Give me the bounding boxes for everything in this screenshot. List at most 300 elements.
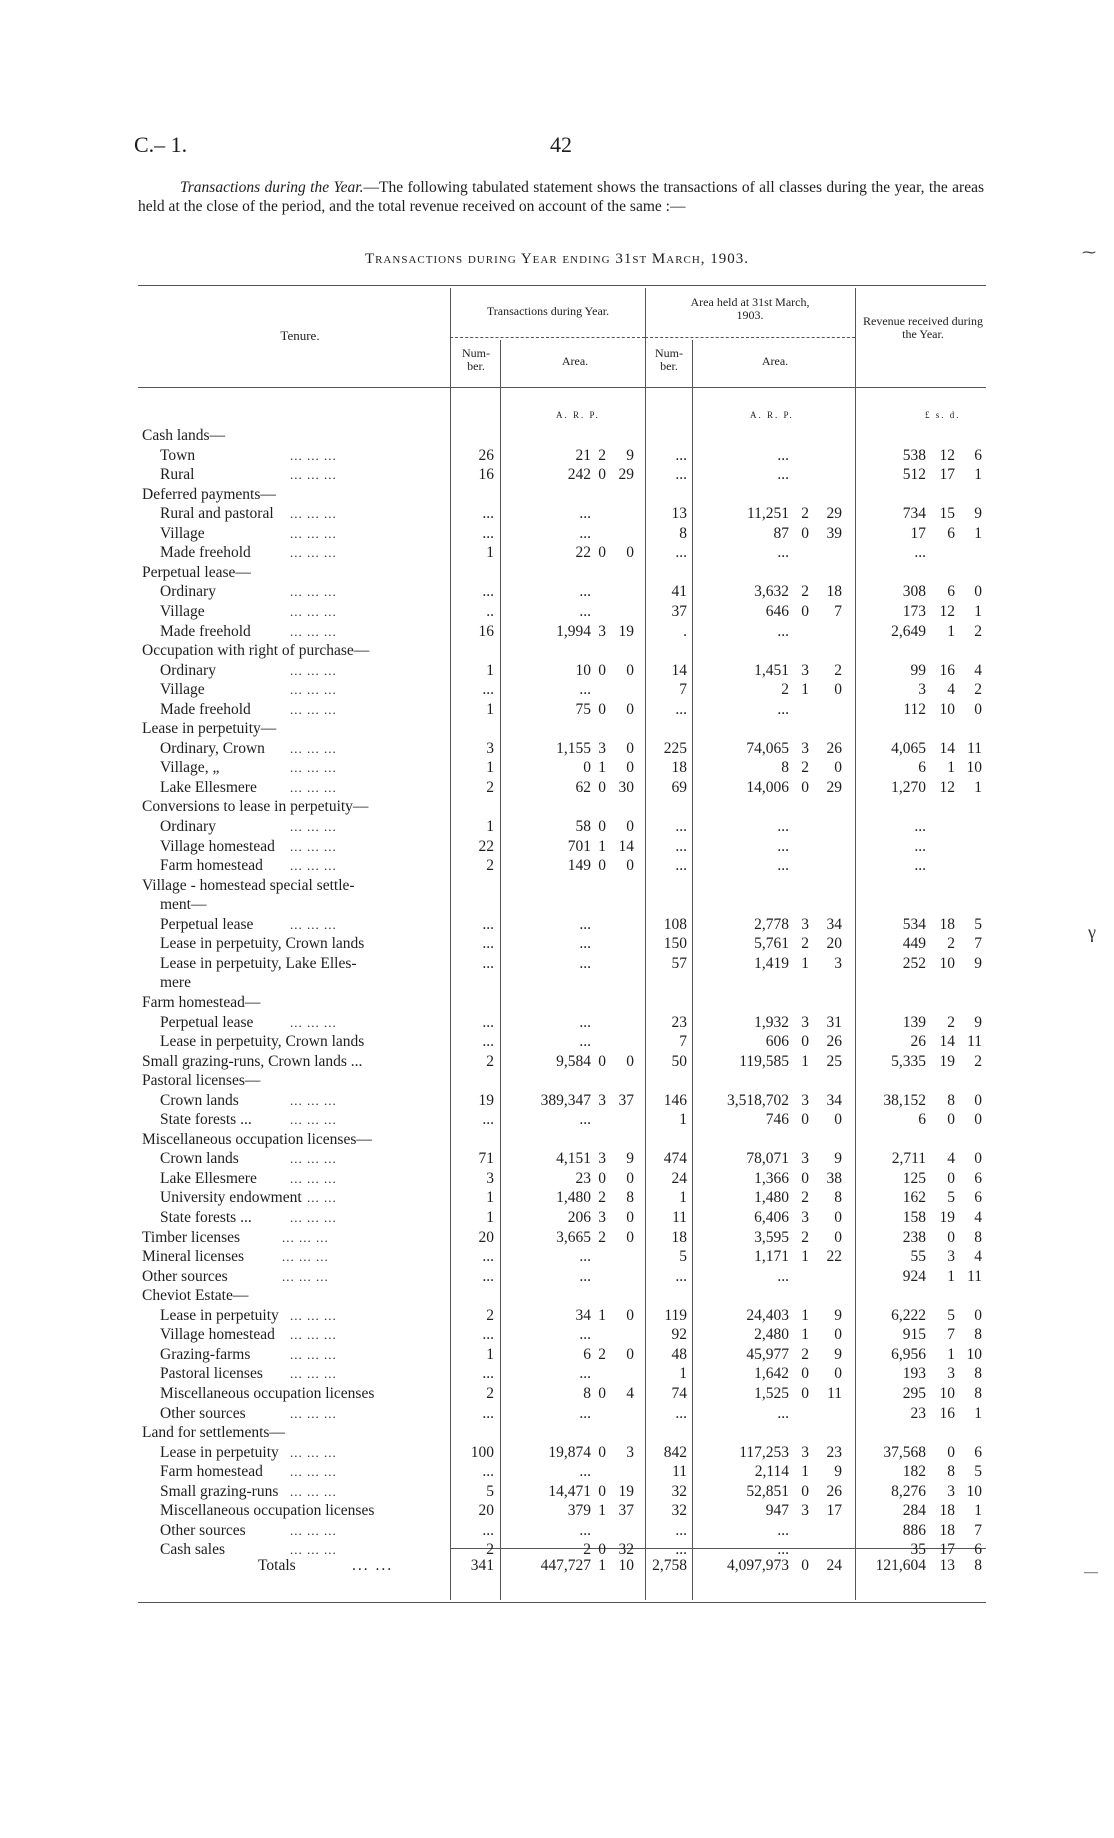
- cell-area1-0: 4,151: [556, 1150, 591, 1168]
- cell-area2-1: 0: [801, 1111, 809, 1129]
- cell-number2: 74: [671, 1384, 687, 1402]
- cell-area2-0: 87: [773, 524, 789, 542]
- table-row: [0, 719, 1114, 739]
- margin-mark: —: [1084, 1565, 1098, 1580]
- cell-number2: ...: [675, 1521, 687, 1539]
- cell-number1: 1: [486, 759, 494, 777]
- cell-number1: 71: [478, 1150, 494, 1168]
- cell-area2-1: 1: [801, 954, 809, 972]
- cell-area2-0: 947: [765, 1502, 789, 1520]
- cell-area2-2: 0: [834, 1209, 842, 1226]
- cell-revenue-2: 5: [974, 915, 982, 933]
- table-row: [0, 1404, 1114, 1424]
- cell-revenue-2: 8: [974, 1326, 982, 1344]
- cell-area1-2: 0: [626, 1052, 634, 1070]
- cell-revenue-1: 0: [947, 1443, 955, 1461]
- cell-area2-1: 3: [801, 1013, 809, 1031]
- totals-n2: 2,758: [652, 1557, 687, 1574]
- cell-revenue-1: 0: [947, 1228, 955, 1246]
- cell-area1-0: 1,155: [556, 739, 591, 757]
- cell-number2: 1: [679, 1189, 687, 1207]
- cell-revenue-2: 6: [974, 1541, 982, 1559]
- intro-italic: Transactions during the Year.: [180, 179, 364, 196]
- cell-area1-0: ...: [579, 954, 591, 972]
- table-row: [0, 758, 1114, 778]
- cell-area2-0: 2,480: [754, 1326, 789, 1344]
- cell-number2: 1: [679, 1365, 687, 1383]
- header-area-held: Area held at 31st March, 1903.: [690, 295, 810, 322]
- leader-dots: ... ... ...: [290, 1151, 337, 1167]
- cell-area1-0: ...: [579, 1521, 591, 1539]
- cell-area1-1: 3: [598, 622, 606, 640]
- row-label: Grazing-farms: [160, 1345, 251, 1363]
- leader-dots: ... ... ...: [282, 1249, 329, 1265]
- cell-number1: 20: [478, 1228, 494, 1246]
- cell-number2: 11: [672, 1463, 687, 1481]
- row-label: Farm homestead: [160, 1463, 263, 1481]
- cell-area1-0: 6: [583, 1345, 591, 1363]
- row-label: Village homestead: [160, 1326, 275, 1344]
- table-bottom-rule: [138, 1602, 986, 1603]
- cell-area1-0: 149: [567, 857, 591, 875]
- row-label: Made freehold: [160, 700, 251, 718]
- row-label: Mineral licenses: [142, 1248, 245, 1266]
- cell-area1-1: 3: [598, 1209, 606, 1226]
- row-label: Land for settlements—: [142, 1424, 285, 1442]
- leader-dots: ... ... ...: [290, 1092, 337, 1108]
- leader-dots: ... ... ...: [290, 1170, 337, 1186]
- cell-number2: 50: [671, 1052, 687, 1070]
- cell-area2-0: 1,932: [754, 1013, 789, 1031]
- cell-number2: 14: [671, 661, 687, 679]
- row-label: ment—: [160, 896, 207, 914]
- cell-revenue-1: 3: [947, 1482, 955, 1500]
- cell-revenue-2: 1: [974, 778, 982, 796]
- cell-revenue-2: 8: [974, 1384, 982, 1402]
- cell-area1-0: 701: [567, 837, 591, 855]
- table-row: [0, 1247, 1114, 1267]
- row-label: Other sources: [160, 1521, 246, 1539]
- page-number: 42: [550, 132, 572, 157]
- cell-area2-0: 78,071: [746, 1150, 789, 1168]
- cell-revenue-2: 10: [966, 1482, 982, 1500]
- leader-dots: ... ... ...: [290, 584, 337, 600]
- cell-area2-0: 1,366: [754, 1169, 789, 1187]
- cell-number2: 108: [663, 915, 687, 933]
- row-label: Rural: [160, 466, 195, 484]
- cell-revenue-2: 0: [974, 1306, 982, 1324]
- cell-area1-1: 3: [598, 739, 606, 757]
- cell-revenue-1: 2: [947, 1013, 955, 1031]
- cell-revenue-2: 4: [974, 1248, 982, 1266]
- cell-area2-2: 34: [826, 915, 842, 933]
- cell-number2: 41: [671, 583, 687, 601]
- leader-dots: ... ... ...: [290, 740, 337, 756]
- cell-area1-2: 0: [626, 1209, 634, 1226]
- leader-dots: ... ... ...: [282, 1229, 329, 1245]
- cell-revenue-1: 7: [947, 1326, 955, 1344]
- cell-revenue-1: 5: [947, 1189, 955, 1207]
- cell-area2-2: 31: [826, 1013, 842, 1031]
- cell-area2-2: 8: [834, 1189, 842, 1207]
- cell-revenue-0: 23: [910, 1404, 926, 1422]
- cell-revenue-2: 11: [967, 739, 982, 757]
- cell-revenue-1: 10: [939, 700, 955, 718]
- cell-revenue-2: 1: [974, 524, 982, 542]
- intro-paragraph: [138, 178, 984, 216]
- table-row: [0, 1013, 1114, 1033]
- table-row: [0, 426, 1114, 446]
- cell-revenue-2: 10: [966, 759, 982, 777]
- cell-area2-1: 2: [801, 935, 809, 953]
- row-label: Lease in perpetuity: [160, 1443, 279, 1461]
- cell-revenue-1: 8: [947, 1463, 955, 1481]
- cell-revenue-1: 2: [947, 935, 955, 953]
- cell-number1: ...: [482, 1404, 494, 1422]
- table-row: [0, 680, 1114, 700]
- cell-area1-1: 3: [598, 1091, 606, 1109]
- cell-revenue-0: 238: [902, 1228, 926, 1246]
- cell-revenue-1: 14: [939, 1033, 955, 1051]
- cell-revenue-2: 6: [974, 446, 982, 464]
- cell-revenue-1: 19: [939, 1052, 955, 1070]
- cell-revenue-1: 1: [947, 622, 955, 640]
- cell-revenue-0: 6,956: [891, 1345, 926, 1363]
- cell-area2-0: 74,065: [746, 739, 789, 757]
- cell-area2-1: 1: [801, 681, 809, 699]
- cell-area1-1: 0: [598, 857, 606, 875]
- cell-area2-2: 9: [834, 1345, 842, 1363]
- table-row: [0, 582, 1114, 602]
- totals-a1-acres: 447,727: [540, 1557, 591, 1574]
- cell-area2-2: 0: [834, 759, 842, 777]
- row-label: Lease in perpetuity, Crown lands: [160, 1033, 365, 1051]
- cell-number2: 11: [672, 1209, 687, 1226]
- cell-number2: 225: [663, 739, 687, 757]
- cell-revenue-0: 6: [918, 1111, 926, 1129]
- cell-revenue-0: 3: [918, 681, 926, 699]
- cell-area1-0: 75: [575, 700, 591, 718]
- cell-area2-2: 38: [826, 1169, 842, 1187]
- table-row: [0, 1188, 1114, 1208]
- cell-number1: 1: [486, 1209, 494, 1226]
- row-label: Crown lands: [160, 1150, 239, 1168]
- cell-area2-1: 0: [801, 524, 809, 542]
- row-label: Other sources: [160, 1404, 246, 1422]
- cell-revenue-1: 1: [947, 1267, 955, 1285]
- cell-area1-0: ...: [579, 583, 591, 601]
- cell-revenue-1: 14: [939, 739, 955, 757]
- cell-number2: ...: [675, 818, 687, 835]
- cell-revenue-1: 18: [939, 1521, 955, 1539]
- row-label: Conversions to lease in perpetuity—: [142, 798, 369, 816]
- cell-number2: ...: [675, 1404, 687, 1422]
- cell-area2-2: 29: [826, 778, 842, 796]
- cell-revenue-0: ...: [914, 857, 926, 875]
- cell-number2: ...: [675, 1541, 687, 1559]
- row-label: Village, „: [160, 759, 220, 777]
- cell-area1-0: 62: [575, 778, 591, 796]
- cell-area1-0: 242: [567, 466, 591, 484]
- totals-a2-acres: 4,097,973: [727, 1557, 789, 1574]
- row-label: Perpetual lease—: [142, 563, 251, 581]
- table-row: [0, 1267, 1114, 1287]
- cell-area2-2: 9: [834, 1306, 842, 1324]
- cell-area1-2: 37: [618, 1502, 634, 1520]
- cell-area1-2: 0: [626, 1306, 634, 1324]
- cell-area2-0: ...: [777, 700, 789, 718]
- leader-dots: ... ... ...: [290, 662, 337, 678]
- row-label: Perpetual lease: [160, 1013, 254, 1031]
- table-row: [0, 1208, 1114, 1228]
- row-label: Village: [160, 524, 205, 542]
- header-bottom-rule: [138, 387, 986, 388]
- leader-dots: ... ... ...: [290, 1190, 337, 1206]
- cell-area1-0: 9,584: [556, 1052, 591, 1070]
- cell-number2: 48: [671, 1345, 687, 1363]
- cell-area2-2: 22: [826, 1248, 842, 1266]
- cell-number1: 16: [478, 466, 494, 484]
- cell-revenue-2: 5: [974, 1463, 982, 1481]
- cell-area2-0: ...: [777, 1541, 789, 1559]
- cell-revenue-1: 0: [947, 1111, 955, 1129]
- table-row: [0, 1423, 1114, 1443]
- page-code: C.– 1.: [134, 132, 188, 157]
- table-row: [0, 778, 1114, 798]
- row-label: Crown lands: [160, 1091, 239, 1109]
- cell-area1-1: 1: [598, 759, 606, 777]
- cell-area1-1: 0: [598, 1169, 606, 1187]
- cell-revenue-1: 6: [947, 524, 955, 542]
- cell-number2: 18: [671, 759, 687, 777]
- table-row: [0, 915, 1114, 935]
- cell-area2-0: 6,406: [754, 1209, 789, 1226]
- row-label: Ordinary: [160, 583, 216, 601]
- cell-area1-0: ...: [579, 1404, 591, 1422]
- table-row: [0, 1345, 1114, 1365]
- cell-area1-0: 22: [575, 544, 591, 562]
- cell-area2-0: ...: [777, 1267, 789, 1285]
- leader-dots: ... ... ...: [290, 1483, 337, 1499]
- cell-area1-0: 10: [575, 661, 591, 679]
- cell-area1-0: 389,347: [540, 1091, 591, 1109]
- table-row: [0, 641, 1114, 661]
- row-label: Ordinary: [160, 661, 216, 679]
- table-row: [0, 504, 1114, 524]
- cell-number1: 2: [486, 778, 494, 796]
- cell-number2: 119: [664, 1306, 687, 1324]
- cell-number1: 3: [486, 739, 494, 757]
- cell-revenue-2: 9: [974, 1013, 982, 1031]
- table-row: [0, 1501, 1114, 1521]
- cell-number1: ...: [482, 505, 494, 523]
- cell-area1-2: 0: [626, 818, 634, 835]
- cell-area2-1: 2: [801, 1228, 809, 1246]
- cell-revenue-2: 2: [974, 681, 982, 699]
- leader-dots: ... ... ...: [290, 1346, 337, 1362]
- row-label: Miscellaneous occupation licenses—: [142, 1130, 372, 1148]
- cell-area1-2: 0: [626, 1169, 634, 1187]
- cell-area1-2: 0: [626, 661, 634, 679]
- cell-area2-0: ...: [777, 446, 789, 464]
- cell-number1: 100: [470, 1443, 494, 1461]
- row-label: Rural and pastoral: [160, 505, 274, 523]
- cell-revenue-1: 3: [947, 1365, 955, 1383]
- cell-number2: 18: [671, 1228, 687, 1246]
- cell-area2-2: 2: [834, 661, 842, 679]
- cell-area1-2: 30: [618, 778, 634, 796]
- cell-area2-0: 1,642: [754, 1365, 789, 1383]
- cell-area2-0: 2,778: [754, 915, 789, 933]
- row-label: Ordinary: [160, 818, 216, 835]
- header-number1: Num- ber.: [462, 346, 490, 373]
- row-label: State forests ...: [160, 1209, 252, 1226]
- cell-area1-2: 0: [626, 857, 634, 875]
- leader-dots: ... ... ...: [290, 760, 337, 776]
- table-top-rule: [138, 285, 986, 286]
- cell-number1: 1: [486, 544, 494, 562]
- cell-number2: ...: [675, 837, 687, 855]
- cell-area2-1: 3: [801, 661, 809, 679]
- cell-number1: 2: [486, 1541, 494, 1559]
- header-area1: Area.: [561, 354, 589, 368]
- cell-area1-1: 0: [598, 1052, 606, 1070]
- cell-area2-1: 3: [801, 739, 809, 757]
- cell-revenue-2: 1: [974, 1404, 982, 1422]
- cell-revenue-1: 19: [939, 1209, 955, 1226]
- cell-area1-1: 1: [598, 1306, 606, 1324]
- leader-dots: ... ... ...: [290, 525, 337, 541]
- row-label: Lake Ellesmere: [160, 1169, 257, 1187]
- cell-area2-2: 18: [826, 583, 842, 601]
- table-row: [0, 934, 1114, 954]
- table-row: [0, 602, 1114, 622]
- cell-number1: ...: [482, 583, 494, 601]
- leader-dots: ... ... ...: [290, 467, 337, 483]
- cell-revenue-1: 6: [947, 583, 955, 601]
- cell-number1: ...: [482, 1111, 494, 1129]
- cell-number2: ...: [675, 1267, 687, 1285]
- cell-area2-0: ...: [777, 818, 789, 835]
- table-row: [0, 1325, 1114, 1345]
- table-row: [0, 524, 1114, 544]
- table-row: [0, 1228, 1114, 1248]
- cell-area2-0: 646: [765, 602, 789, 620]
- margin-mark: γ: [1088, 922, 1096, 942]
- cell-area2-2: 34: [826, 1091, 842, 1109]
- cell-area1-0: 8: [583, 1384, 591, 1402]
- cell-number2: 474: [663, 1150, 687, 1168]
- cell-revenue-2: 9: [974, 954, 982, 972]
- row-label: Lease in perpetuity: [160, 1306, 279, 1324]
- cell-area1-0: 19,874: [548, 1443, 591, 1461]
- cell-area2-1: 1: [801, 1326, 809, 1344]
- cell-area2-0: 3,595: [754, 1228, 789, 1246]
- totals-rev-pounds: 121,604: [875, 1557, 926, 1574]
- cell-area2-1: 3: [801, 1209, 809, 1226]
- cell-number2: 146: [663, 1091, 687, 1109]
- totals-rev-shillings: 13: [939, 1557, 955, 1574]
- cell-number1: 19: [478, 1091, 494, 1109]
- header-inner-rule-right: [645, 337, 855, 338]
- cell-number1: 2: [486, 1052, 494, 1070]
- cell-area1-0: ...: [579, 524, 591, 542]
- cell-number2: 842: [663, 1443, 687, 1461]
- cell-area1-2: 32: [618, 1541, 634, 1559]
- cell-area1-2: 19: [618, 1482, 634, 1500]
- cell-area2-0: 5,761: [754, 935, 789, 953]
- cell-revenue-0: 26: [910, 1033, 926, 1051]
- table-row: [0, 700, 1114, 720]
- leader-dots: ... ... ...: [290, 1014, 337, 1030]
- cell-revenue-0: 162: [902, 1189, 926, 1207]
- cell-area2-2: 0: [834, 681, 842, 699]
- cell-area1-1: 1: [598, 1502, 606, 1520]
- cell-revenue-0: 252: [902, 954, 926, 972]
- leader-dots: ... ... ...: [290, 819, 337, 834]
- cell-number2: 1: [679, 1111, 687, 1129]
- cell-number2: 8: [679, 524, 687, 542]
- cell-revenue-0: 6,222: [891, 1306, 926, 1324]
- table-row: [0, 1071, 1114, 1091]
- cell-number1: ...: [482, 1267, 494, 1285]
- cell-area1-1: 0: [598, 1384, 606, 1402]
- table-row: [0, 1482, 1114, 1502]
- table-row: [0, 856, 1114, 876]
- cell-number2: 24: [671, 1169, 687, 1187]
- cell-revenue-0: 295: [902, 1384, 926, 1402]
- cell-area1-2: 19: [618, 622, 634, 640]
- totals-label: Totals: [258, 1557, 296, 1574]
- leader-dots: ... ... ...: [290, 1464, 337, 1480]
- cell-area1-1: 0: [598, 1482, 606, 1500]
- row-label: Deferred payments—: [142, 485, 276, 503]
- row-label: Farm homestead: [160, 857, 263, 875]
- cell-number2: 32: [671, 1502, 687, 1520]
- cell-revenue-1: 12: [939, 778, 955, 796]
- margin-mark: ⁓: [1082, 246, 1096, 261]
- totals-a1-roods: 1: [598, 1557, 606, 1574]
- cell-area2-2: 0: [834, 1326, 842, 1344]
- table-row: [0, 895, 1114, 915]
- table-row: [0, 993, 1114, 1013]
- cell-area1-2: 4: [626, 1384, 634, 1402]
- cell-revenue-0: ...: [914, 818, 926, 835]
- cell-revenue-1: 1: [947, 1345, 955, 1363]
- leader-dots: ... ... ...: [290, 623, 337, 639]
- row-label: Village - homestead special settle-: [142, 876, 355, 894]
- cell-area2-0: ...: [777, 544, 789, 562]
- cell-area2-1: 3: [801, 915, 809, 933]
- cell-revenue-0: ...: [914, 544, 926, 562]
- cell-area2-0: 2,114: [754, 1463, 789, 1481]
- totals-n1: 341: [470, 1557, 494, 1574]
- header-area2: Area.: [761, 354, 789, 368]
- cell-revenue-1: 15: [939, 505, 955, 523]
- cell-area2-1: 0: [801, 1482, 809, 1500]
- table-row: [0, 973, 1114, 993]
- cell-area1-0: ...: [579, 1111, 591, 1129]
- cell-area1-1: 2: [598, 1228, 606, 1246]
- table-row: [0, 661, 1114, 681]
- cell-number1: 16: [478, 622, 494, 640]
- cell-area2-1: 0: [801, 1169, 809, 1187]
- cell-area2-2: 0: [834, 1111, 842, 1129]
- cell-area2-2: 17: [826, 1502, 842, 1520]
- cell-area2-1: 3: [801, 1502, 809, 1520]
- cell-number1: 2: [486, 857, 494, 875]
- cell-area1-0: ...: [579, 915, 591, 933]
